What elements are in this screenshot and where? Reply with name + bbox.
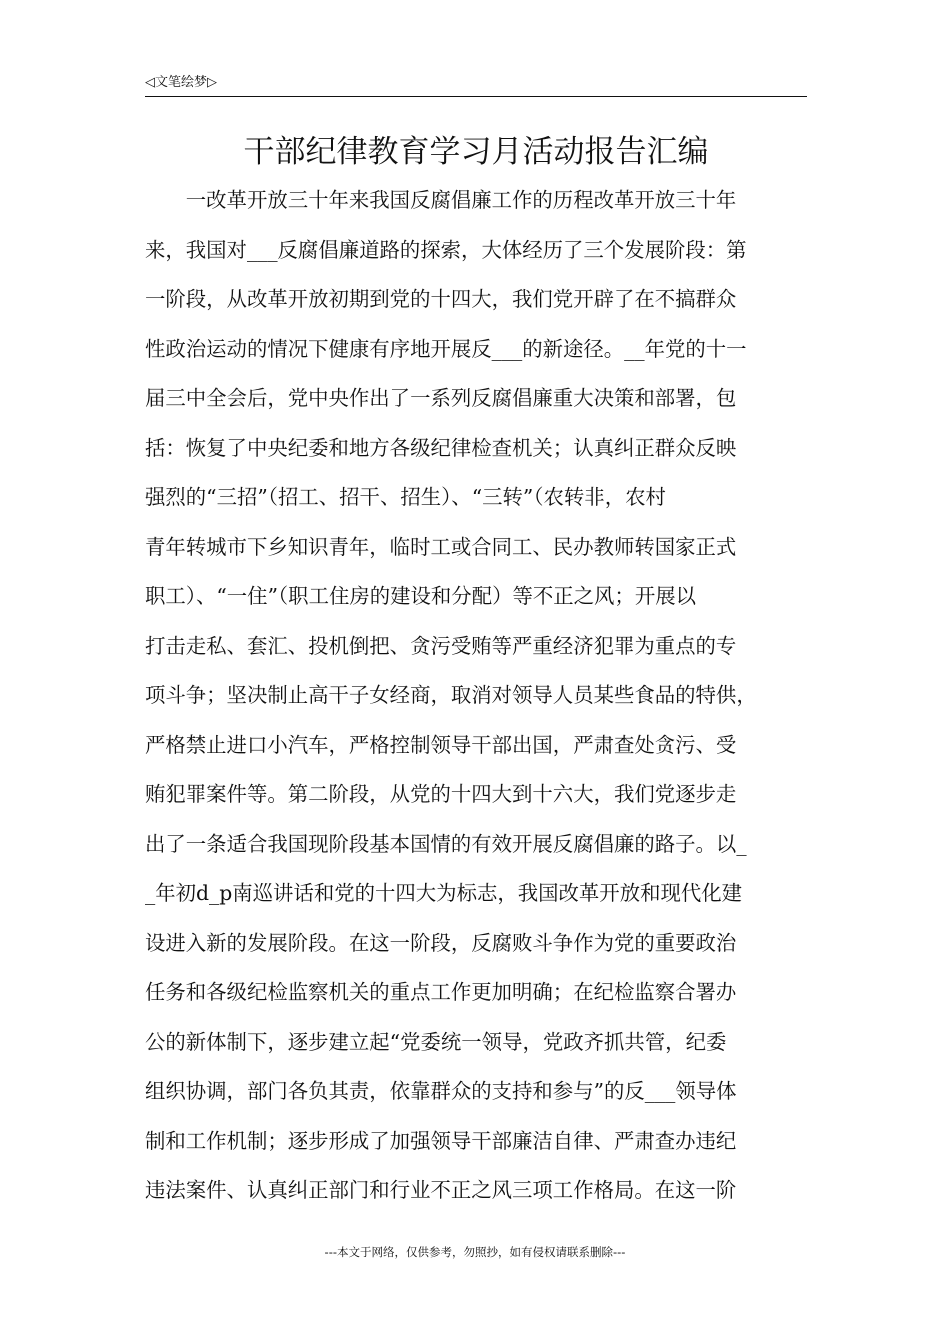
body-line: 组织协调，部门各负其责，依靠群众的支持和参与”的反___领导体 bbox=[145, 1079, 737, 1103]
footer-disclaimer: ---本文于网络，仅供参考，勿照抄，如有侵权请联系删除--- bbox=[324, 1245, 626, 1259]
body-line: 任务和各级纪检监察机关的重点工作更加明确；在纪检监察合署办 bbox=[145, 980, 737, 1004]
body-line: 违法案件、认真纠正部门和行业不正之风三项工作格局。在这一阶 bbox=[145, 1178, 737, 1202]
body-line: 一改革开放三十年来我国反腐倡廉工作的历程改革开放三十年 bbox=[145, 188, 737, 212]
document-title: 干部纪律教育学习月活动报告汇编 bbox=[243, 134, 709, 170]
body-line: 公的新体制下，逐步建立起“党委统一领导，党政齐抓共管，纪委 bbox=[145, 1029, 727, 1054]
body-line: 职工）、“一住”（职工住房的建设和分配）等不正之风；开展以 bbox=[145, 584, 696, 608]
header-divider bbox=[145, 96, 807, 97]
body-line: 性政治运动的情况下健康有序地开展反___的新途径。__年党的十一 bbox=[145, 336, 747, 361]
body-line: 贿犯罪案件等。第二阶段，从党的十四大到十六大，我们党逐步走 bbox=[145, 782, 737, 806]
body-line: 一阶段，从改革开放初期到党的十四大，我们党开辟了在不搞群众 bbox=[145, 287, 737, 311]
header-brand: ◁文笔绘梦▷ bbox=[145, 75, 217, 90]
body-line: 打击走私、套汇、投机倒把、贪污受贿等严重经济犯罪为重点的专 bbox=[145, 633, 737, 658]
body-line: 青年转城市下乡知识青年，临时工或合同工、民办教师转国家正式 bbox=[145, 534, 737, 559]
body-line: 项斗争；坚决制止高干子女经商，取消对领导人员某些食品的特供， bbox=[145, 683, 757, 707]
body-line: 出了一条适合我国现阶段基本国情的有效开展反腐倡廉的路子。以_ bbox=[145, 831, 747, 856]
body-line: 设进入新的发展阶段。在这一阶段，反腐败斗争作为党的重要政治 bbox=[145, 930, 737, 955]
body-line: 括：恢复了中央纪委和地方各级纪律检查机关；认真纠正群众反映 bbox=[145, 435, 737, 460]
body-line: 来，我国对___反腐倡廉道路的探索，大体经历了三个发展阶段：第 bbox=[145, 237, 747, 262]
document-body bbox=[145, 176, 825, 1216]
body-line: 强烈的“三招”（招工、招干、招生）、“三转”（农转非，农村 bbox=[145, 485, 666, 509]
body-line: 届三中全会后，党中央作出了一系列反腐倡廉重大决策和部署，包 bbox=[145, 386, 737, 410]
body-line: 制和工作机制；逐步形成了加强领导干部廉洁自律、严肃查办违纪 bbox=[145, 1128, 737, 1153]
body-line: _年初d_p南巡讲话和党的十四大为标志，我国改革开放和现代化建 bbox=[145, 881, 743, 905]
body-line: 严格禁止进口小汽车，严格控制领导干部出国，严肃查处贪污、受 bbox=[145, 732, 737, 757]
